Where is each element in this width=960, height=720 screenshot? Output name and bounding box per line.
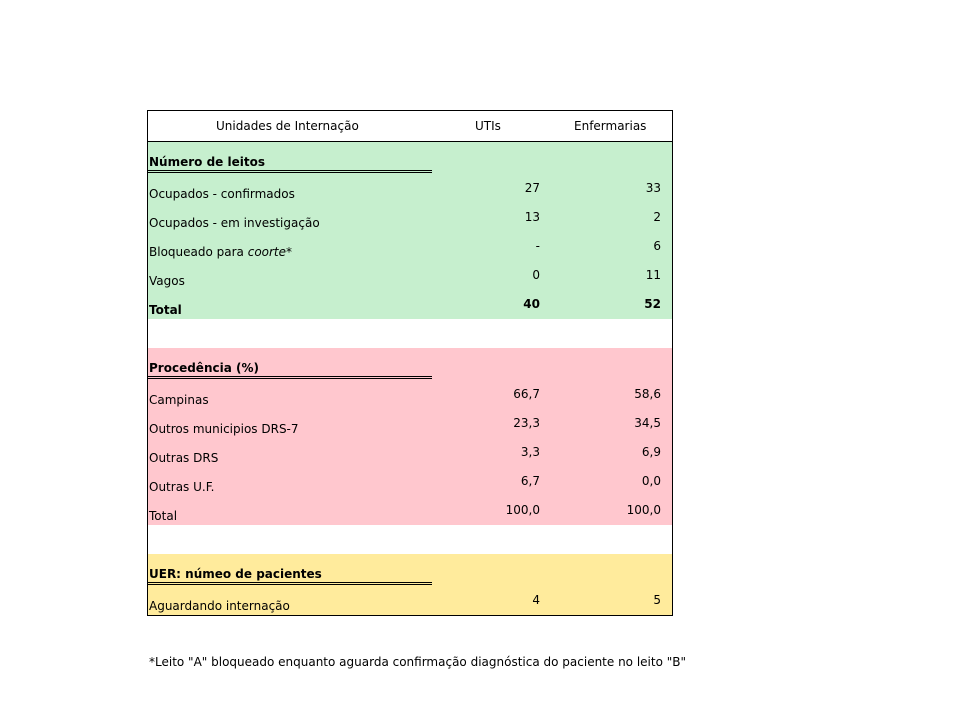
value-enfermarias: 0,0 [641, 474, 661, 488]
row-label: Campinas [149, 393, 209, 407]
value-enfermarias: 11 [645, 268, 661, 282]
value-utis: 23,3 [513, 416, 540, 430]
table-row [148, 380, 672, 409]
row-label: Outras U.F. [149, 480, 215, 494]
value-enfermarias: 100,0 [626, 503, 661, 517]
value-enfermarias: 5 [653, 593, 661, 607]
total-row [148, 496, 672, 525]
footnote: *Leito "A" bloqueado enquanto aguarda confirmação diagnóstica do paciente no leito "B" [149, 655, 687, 669]
double-underline [148, 582, 432, 585]
double-underline [148, 376, 432, 379]
value-enfermarias: 52 [644, 297, 661, 311]
row-label: Ocupados - em investigação [149, 216, 320, 230]
spacer-row [148, 319, 672, 348]
header-enfermarias: Enfermarias [574, 119, 647, 133]
double-underline [148, 170, 432, 173]
spacer-row [148, 525, 672, 554]
section-title-row [148, 554, 672, 586]
value-enfermarias: 6 [653, 239, 661, 253]
table-row [148, 586, 672, 615]
row-label: Total [149, 509, 178, 523]
table-row [148, 467, 672, 496]
value-utis: 0 [532, 268, 540, 282]
row-label: Ocupados - confirmados [149, 187, 295, 201]
row-label-prefix: Bloqueado para [149, 245, 248, 259]
table-row [148, 409, 672, 438]
table-row [148, 232, 672, 261]
header-utis: UTIs [475, 119, 501, 133]
section-uer [148, 554, 672, 615]
section-title-procedencia: Procedência (%) [149, 361, 259, 375]
value-enfermarias: 58,6 [634, 387, 661, 401]
value-enfermarias: 2 [653, 210, 661, 224]
value-utis: 100,0 [505, 503, 540, 517]
bed-occupancy-table [147, 110, 673, 616]
total-row [148, 290, 672, 319]
value-enfermarias: 33 [645, 181, 661, 195]
header-unidades: Unidades de Internação [216, 119, 359, 133]
row-label-italic: coorte* [247, 245, 293, 259]
section-title-row [148, 142, 672, 174]
table-row [148, 438, 672, 467]
section-title-uer: UER: númeo de pacientes [149, 567, 322, 581]
value-utis: 40 [523, 297, 540, 311]
table-row [148, 203, 672, 232]
row-label [149, 245, 292, 259]
value-utis: 4 [532, 593, 540, 607]
value-enfermarias: 34,5 [634, 416, 661, 430]
section-procedencia [148, 348, 672, 525]
row-label: Vagos [149, 274, 185, 288]
section-title-leitos: Número de leitos [149, 155, 265, 169]
value-utis: 13 [524, 210, 540, 224]
value-utis: 3,3 [520, 445, 540, 459]
value-utis: 27 [524, 181, 540, 195]
table-header-row [148, 111, 672, 142]
value-utis: 66,7 [513, 387, 540, 401]
row-label: Outros municipios DRS-7 [149, 422, 299, 436]
table-row [148, 174, 672, 203]
value-enfermarias: 6,9 [641, 445, 661, 459]
section-title-row [148, 348, 672, 380]
row-label: Outras DRS [149, 451, 219, 465]
row-label: Total [149, 303, 182, 317]
value-utis: - [535, 239, 540, 253]
value-utis: 6,7 [520, 474, 540, 488]
table-row [148, 261, 672, 290]
row-label: Aguardando internação [149, 599, 290, 613]
section-leitos [148, 142, 672, 319]
